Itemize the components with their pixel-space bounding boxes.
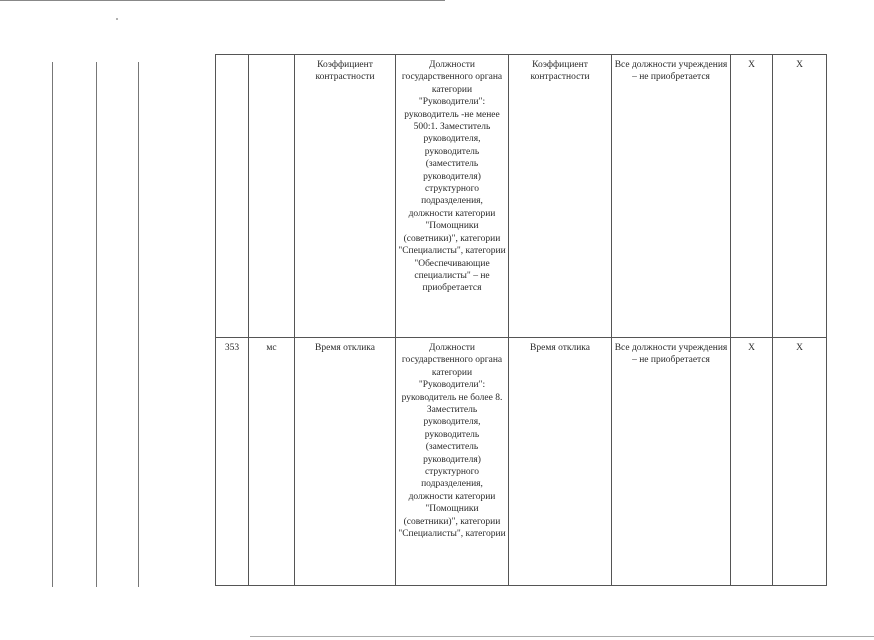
institution-positions-cell: Все должности учреждения – не приобретается [612,338,731,586]
row-number-cell [216,55,249,338]
left-margin-rule-2 [96,62,97,587]
scan-speck [116,18,118,20]
characteristic-cell-2: Время отклика [509,338,612,586]
positions-value-cell: Должности государственного органа категории "Руководители": руководитель -не менее 500:1. Заместитель руководителя, руководитель (заместитель руководителя) структурного подразделения, должности категории "Помощники (советники)", категории "Специалисты", категории "Обеспечивающие специалисты" – не приобретается [396,55,509,338]
table-row [216,55,827,338]
unit-cell [249,55,295,338]
row-number-cell: 353 [216,338,249,586]
positions-value-cell: Должности государственного органа категории "Руководители": руководитель не более 8. Заместитель руководителя, руководитель (заместитель руководителя) структурного подразделения, должности категории "Помощники (советники)", категории "Специалисты", категории [396,338,509,586]
x-mark-cell: Х [773,338,827,586]
left-margin-rule-3 [138,62,139,587]
left-margin-rule-1 [52,62,53,587]
characteristic-cell: Время отклика [295,338,396,586]
characteristic-cell-2: Коэффициент контрастности [509,55,612,338]
table-row [216,338,827,586]
characteristic-cell: Коэффициент контрастности [295,55,396,338]
scan-top-edge-line [0,0,445,1]
unit-cell: мс [249,338,295,586]
institution-positions-cell: Все должности учреждения – не приобретается [612,55,731,338]
scan-bottom-edge-line [250,636,874,637]
x-mark-cell: Х [731,338,773,586]
requirements-table [215,54,827,586]
x-mark-cell: Х [731,55,773,338]
x-mark-cell: Х [773,55,827,338]
